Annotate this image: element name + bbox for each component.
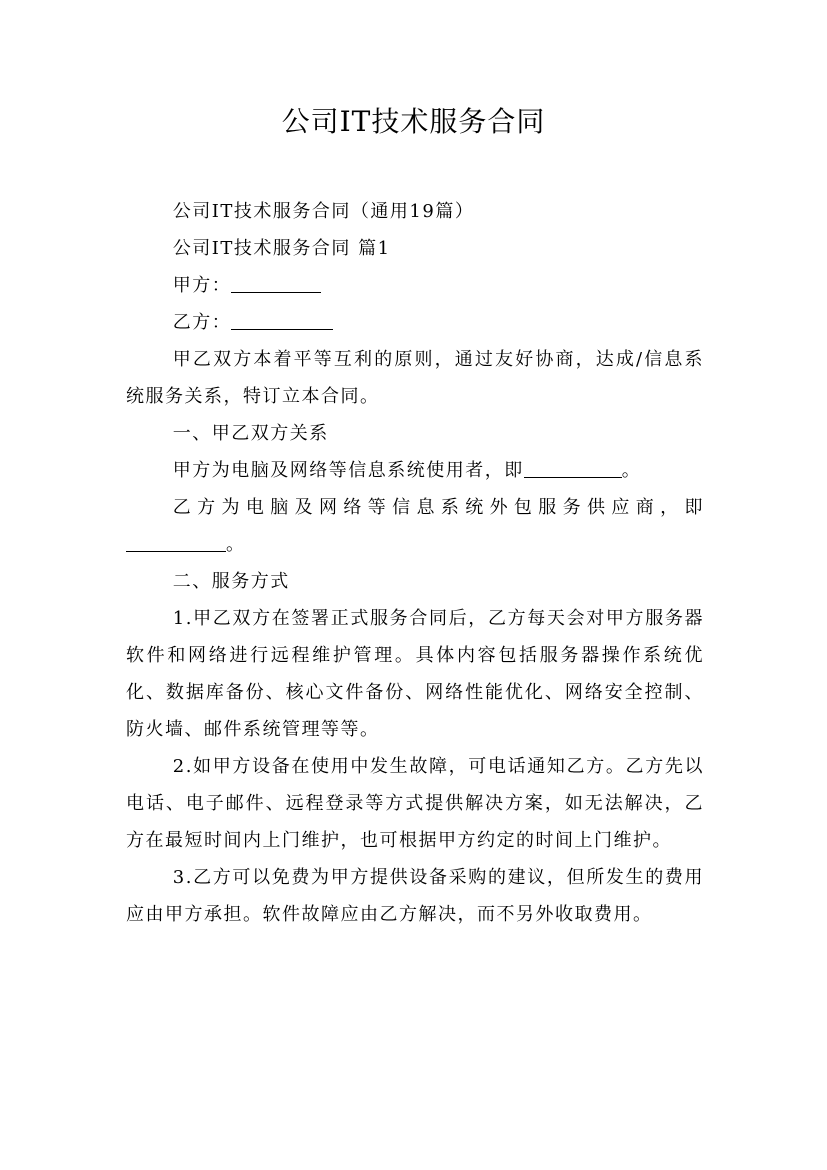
relation-a-suffix: 。 — [621, 460, 642, 481]
section-heading: 公司IT技术服务合同 篇1 — [172, 238, 391, 259]
party-a-label: 甲方： — [172, 275, 232, 296]
document-title: 公司IT技术服务合同 — [281, 105, 546, 138]
relation-a-paragraph — [126, 452, 704, 489]
party-a-blank — [231, 270, 321, 293]
relation-b-text: 乙方为电脑及网络等信息系统外包服务供应商，即 — [172, 497, 704, 518]
heading-relationship: 一、甲乙双方关系 — [172, 423, 329, 444]
relation-b-continuation — [126, 526, 704, 563]
relation-a-blank — [524, 455, 622, 478]
service-item-2: 2.如甲方设备在使用中发生故障，可电话通知乙方。乙方先以电话、电子邮件、远程登录等方式提供解决方案，如无法解决，乙方在最短时间内上门维护，也可根据甲方约定的时间上门维护。 — [126, 756, 704, 851]
party-b-blank — [231, 307, 333, 330]
party-b-line — [126, 304, 704, 341]
party-b-label: 乙方： — [172, 312, 232, 333]
party-a-line — [126, 267, 704, 304]
document-subtitle: 公司IT技术服务合同（通用19篇） — [172, 201, 475, 222]
heading-service-method: 二、服务方式 — [172, 571, 290, 592]
service-item-1: 1.甲乙双方在签署正式服务合同后，乙方每天会对甲方服务器软件和网络进行远程维护管理。具体内容包括服务器操作系统优化、数据库备份、核心文件备份、网络性能优化、网络安全控制、防火墙、邮件系统管理等等。 — [126, 608, 704, 740]
service-item-3: 3.乙方可以免费为甲方提供设备采购的建议，但所发生的费用应由甲方承担。软件故障应由乙方解决，而不另外收取费用。 — [126, 867, 704, 925]
document-body — [126, 193, 704, 933]
relation-a-text: 甲方为电脑及网络等信息系统使用者，即 — [172, 460, 524, 481]
relation-b-paragraph — [126, 489, 704, 526]
relation-b-blank — [126, 529, 226, 552]
relation-b-suffix: 。 — [226, 534, 246, 555]
intro-paragraph: 甲乙双方本着平等互利的原则，通过友好协商，达成/信息系统服务关系，特订立本合同。 — [126, 349, 704, 407]
